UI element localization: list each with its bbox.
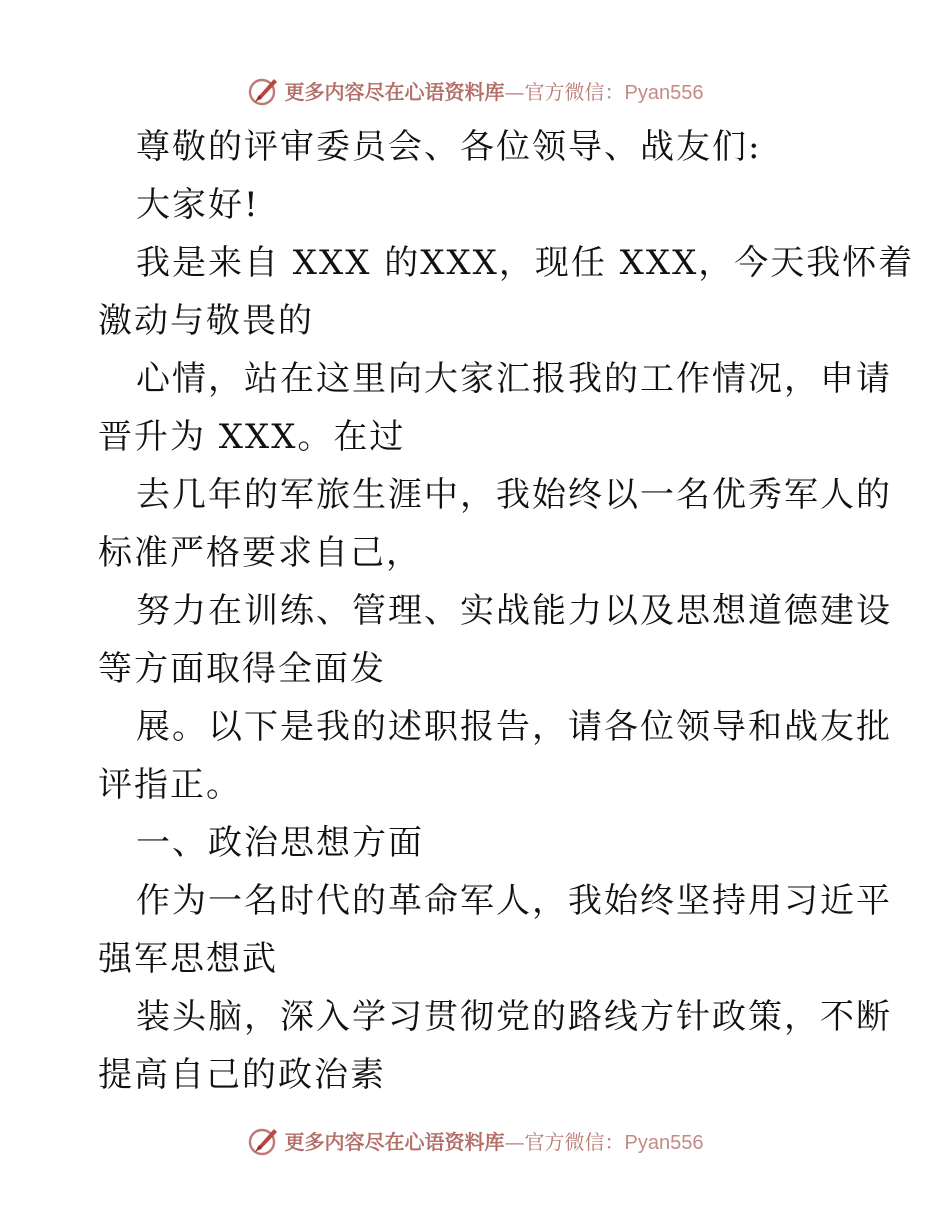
paragraph-line: 我是来自 XXX 的XXX，现任 XXX，今天我怀着 [136, 243, 915, 283]
paragraph-line: 大家好! [136, 185, 260, 225]
paragraph-line: 心情，站在这里向大家汇报我的工作情况，申请 [136, 359, 892, 399]
header-dash: — [504, 79, 525, 104]
header-banner-content [247, 73, 704, 107]
paragraph-line: 去几年的军旅生涯中，我始终以一名优秀军人的 [136, 475, 892, 515]
header-wechat-label: 官方微信： [524, 79, 625, 104]
paragraph-line: 等方面取得全面发 [98, 649, 386, 689]
paragraph-line: 标准严格要求自己， [98, 533, 422, 573]
paragraph-line: 提高自己的政治素 [98, 1055, 386, 1095]
header-site-text: 更多内容尽在心语资料库 [284, 79, 505, 104]
paragraph-line: 作为一名时代的革命军人，我始终坚持用习近平 [136, 881, 892, 921]
paragraph-line: 努力在训练、管理、实战能力以及思想道德建设 [136, 591, 892, 631]
quill-logo-icon [247, 73, 281, 107]
footer-banner-text [285, 1126, 704, 1155]
footer-site-text: 更多内容尽在心语资料库 [284, 1129, 505, 1154]
document-body [98, 118, 915, 1104]
paragraph-line: 晋升为 XXX。在过 [98, 417, 406, 457]
footer-wechat-id: Pyan556 [624, 1131, 704, 1154]
footer-wechat-label: 官方微信： [524, 1129, 625, 1154]
paragraph-line: 展。以下是我的述职报告，请各位领导和战友批 [136, 707, 892, 747]
footer-banner-content [247, 1123, 704, 1157]
paragraph-line: 激动与敬畏的 [98, 301, 314, 341]
paragraph-line: 强军思想武 [98, 939, 278, 979]
paragraph-line: 评指正。 [98, 765, 242, 805]
paragraph-line: 装头脑，深入学习贯彻党的路线方针政策，不断 [136, 997, 892, 1037]
footer-banner [0, 1118, 950, 1162]
paragraph-line: 一、政治思想方面 [136, 823, 424, 863]
quill-logo-icon [247, 1123, 281, 1157]
header-wechat-id: Pyan556 [624, 81, 704, 104]
footer-dash: — [504, 1129, 525, 1154]
header-banner-text [285, 76, 704, 105]
paragraph-line: 尊敬的评审委员会、各位领导、战友们: [136, 127, 762, 167]
header-banner [0, 68, 950, 112]
